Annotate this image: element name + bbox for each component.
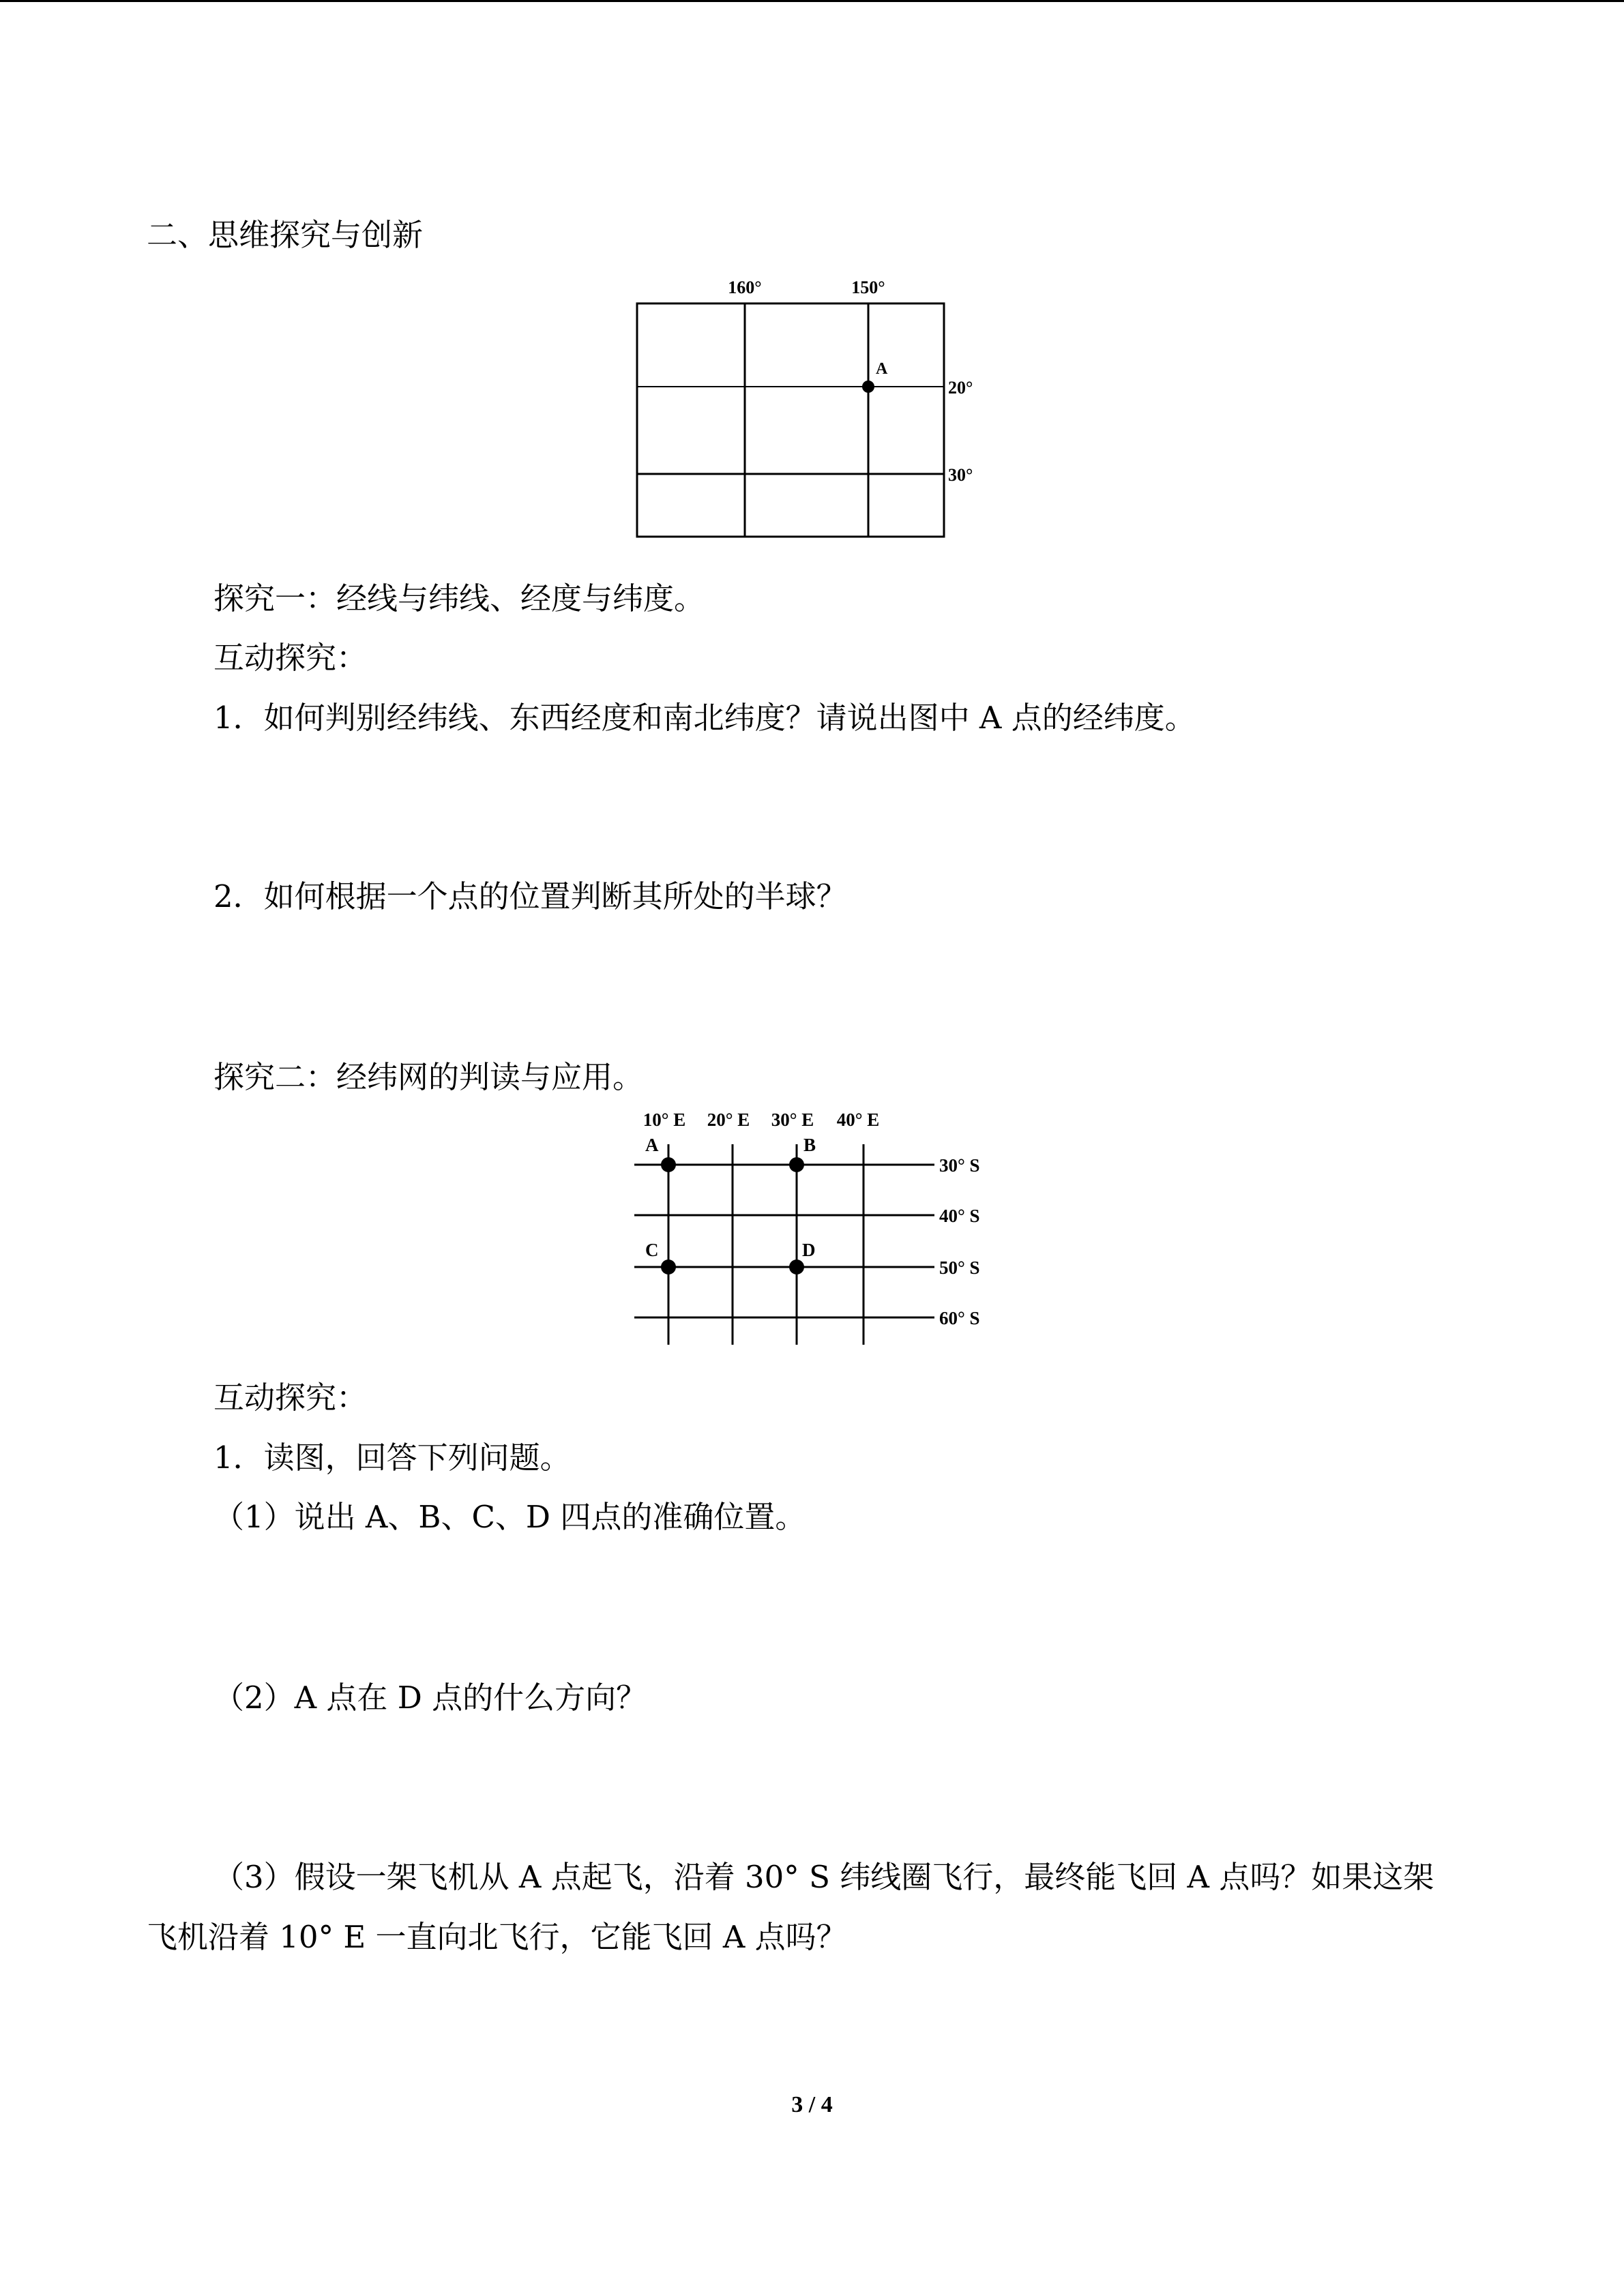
longitude-label-10e: 10° E: [643, 1109, 686, 1130]
latitude-label-40s: 40° S: [939, 1206, 980, 1226]
point-a-label: A: [645, 1135, 659, 1155]
inquiry2-subquestion-3-line-2: 飞机沿着 10° E 一直向北飞行，它能飞回 A 点吗？: [147, 1919, 847, 1955]
inquiry2-subquestion-3-line-1: （3）假设一架飞机从 A 点起飞，沿着 30° S 纬线圈飞行，最终能飞回 A 点吗？如果这架: [213, 1859, 1434, 1895]
longitude-label-30e: 30° E: [771, 1109, 814, 1130]
point-a-marker: [661, 1157, 676, 1172]
figure1-frame: [637, 303, 944, 537]
page-number: 3 / 4: [791, 2092, 833, 2117]
point-d-label: D: [802, 1240, 816, 1260]
longitude-label-40e: 40° E: [836, 1109, 880, 1130]
longitude-label-160: 160°: [728, 278, 762, 297]
point-c-label: C: [645, 1240, 659, 1260]
longitude-label-150: 150°: [851, 278, 885, 297]
point-b-label: B: [803, 1135, 816, 1155]
point-a-marker: [862, 381, 874, 393]
top-border-line: [0, 0, 1624, 2]
inquiry1-interactive-label: 互动探究：: [213, 640, 368, 676]
point-b-marker: [789, 1157, 804, 1172]
graticule-figure-1: [614, 269, 1009, 549]
inquiry2-title: 探究二：经纬网的判读与应用。: [213, 1059, 644, 1095]
latitude-label-20: 20°: [948, 378, 973, 398]
inquiry2-subquestion-1: （1）说出 A、B、C、D 四点的准确位置。: [213, 1499, 806, 1535]
inquiry1-title: 探究一：经线与纬线、经度与纬度。: [213, 580, 705, 616]
latitude-label-30s: 30° S: [939, 1155, 980, 1176]
latitude-label-30: 30°: [948, 465, 973, 485]
inquiry1-question-2: 2．如何根据一个点的位置判断其所处的半球？: [213, 878, 847, 914]
latitude-label-60s: 60° S: [939, 1308, 980, 1328]
point-c-marker: [661, 1259, 676, 1274]
inquiry2-question-1: 1．读图，回答下列问题。: [213, 1440, 571, 1476]
longitude-label-20e: 20° E: [707, 1109, 750, 1130]
inquiry2-subquestion-2: （2）A 点在 D 点的什么方向？: [213, 1680, 647, 1716]
point-d-marker: [789, 1259, 804, 1274]
inquiry1-question-1: 1．如何判别经纬线、东西经度和南北纬度？请说出图中 A 点的经纬度。: [213, 700, 1196, 736]
latitude-label-50s: 50° S: [939, 1257, 980, 1278]
point-a-label: A: [876, 360, 888, 378]
inquiry2-interactive-label: 互动探究：: [213, 1380, 368, 1416]
graticule-figure-2: [614, 1105, 1009, 1352]
section-title: 二、思维探究与创新: [147, 217, 424, 253]
